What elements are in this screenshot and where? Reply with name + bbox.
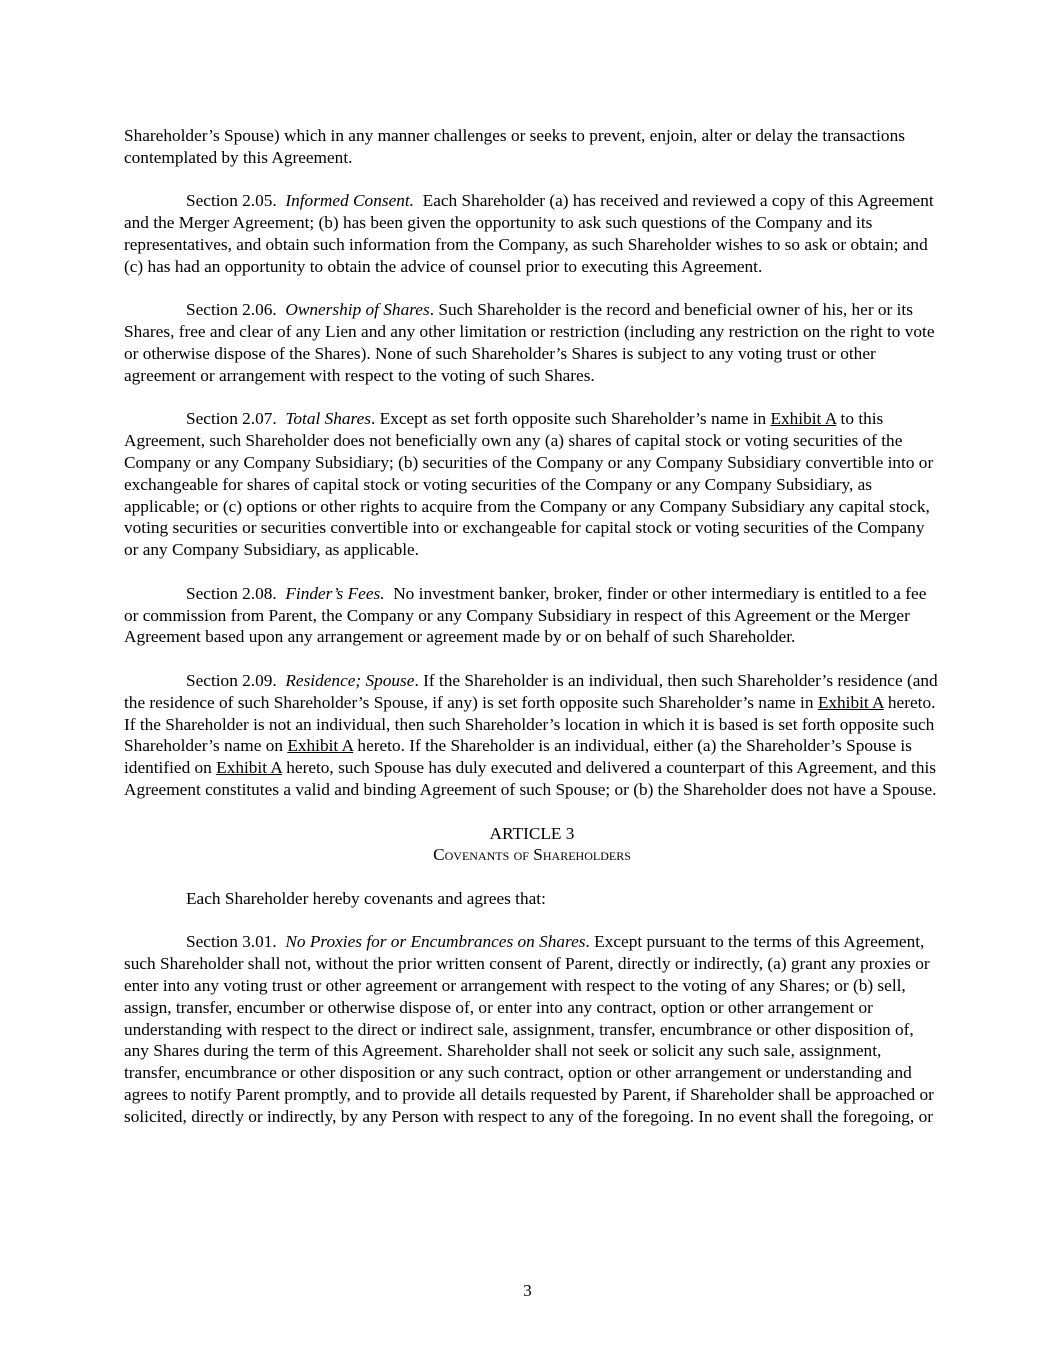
section-title: No Proxies for or Encumbrances on Shares — [285, 932, 586, 952]
exhibit-a-reference: Exhibit A — [817, 692, 884, 712]
section-body: No investment banker, broker, finder or other intermediary is entitled to a fee or commission from Parent, the Company or any Company Subsidiary in respect of this Agreement or the Merger Agreement based upon any arrangement or agreement made by or on behalf of such Shareholder. — [124, 583, 927, 647]
section-title: Ownership of Shares — [285, 300, 430, 320]
section-2-06 — [124, 299, 940, 386]
section-2-09 — [124, 670, 940, 801]
covenant-intro-text: Each Shareholder hereby covenants and agrees that: — [186, 888, 546, 908]
section-body: hereto, such Spouse has duly executed and delivered a counterpart of this Agreement, and this Agreement constitutes a valid and binding Agreement of such Spouse; or (b) the Shareholder does not have a Spouse. — [124, 758, 937, 799]
exhibit-a-reference: Exhibit A — [216, 758, 282, 778]
section-title: Residence; Spouse — [285, 670, 415, 690]
section-body: . Such Shareholder is the record and beneficial owner of his, her or its Shares, free and clear of any Lien and any other limitation or restriction (including any restriction on the right to vote or otherwise dispose of the Shares). None of such Shareholder’s Shares is subject to any voting trust or other agreement or arrangement with respect to the voting of such Shares. — [124, 300, 935, 385]
section-number: Section 2.06. — [186, 300, 277, 320]
section-2-07 — [124, 408, 940, 561]
document-page — [124, 125, 940, 1149]
section-number: Section 2.08. — [186, 583, 277, 603]
article-title: Covenants of Shareholders — [433, 845, 631, 865]
section-body: to this Agreement, such Shareholder does not beneficially own any (a) shares of capital stock or voting securities of the Company or any Company Subsidiary; (b) securities of the Company or any Company Subsidiary convertible into or exchangeable for shares of capital stock or voting securities of the Company or any Company Subsidiary, as applicable; or (c) options or other rights to acquire from the Company or any Company Subsidiary any capital stock, voting securities or securities convertible into or exchangeable for capital stock or voting securities of the Company or any Company Subsidiary, as applicable. — [124, 409, 934, 560]
section-3-01 — [124, 931, 940, 1127]
covenant-intro — [124, 888, 940, 910]
section-title: Finder’s Fees. — [285, 583, 385, 603]
section-body: . Except as set forth opposite such Shareholder’s name in — [371, 409, 771, 429]
section-title: Total Shares — [285, 409, 371, 429]
section-number: Section 2.09. — [186, 670, 277, 690]
exhibit-a-reference: Exhibit A — [770, 409, 837, 429]
section-2-08 — [124, 583, 940, 648]
section-number: Section 2.07. — [186, 409, 277, 429]
section-body: Each Shareholder (a) has received and reviewed a copy of this Agreement and the Merger Agreement; (b) has been given the opportunity to ask such questions of the Company and its representatives, and obtain such information from the Company, as such Shareholder wishes to so ask or obtain; and (c) has had an opportunity to obtain the advice of counsel prior to executing this Agreement. — [124, 191, 934, 276]
section-body: . If the Shareholder is an individual, then such Shareholder’s residence (and the residence of such Shareholder’s Spouse, if any) is set forth opposite such Shareholder’s name in — [124, 670, 938, 712]
continuation-paragraph — [124, 125, 940, 169]
section-body: . Except pursuant to the terms of this Agreement, such Shareholder shall not, without the prior written consent of Parent, directly or indirectly, (a) grant any proxies or enter into any voting trust or other agreement or arrangement with respect to the voting of any Shares; or (b) sell, assign, transfer, encumber or otherwise dispose of, or enter into any contract, option or other arrangement or understanding with respect to the direct or indirect sale, assignment, transfer, encumbrance or other disposition of, any Shares during the term of this Agreement. Shareholder shall not seek or solicit any such sale, assignment, transfer, encumbrance or other disposition or any such contract, option or other arrangement or understanding and agrees to notify Parent promptly, and to provide all details requested by Parent, if Shareholder shall be approached or solicited, directly or indirectly, by any Person with respect to any of the foregoing. In no event shall the foregoing, or — [124, 932, 934, 1126]
section-title: Informed Consent. — [285, 191, 414, 211]
section-number: Section 2.05. — [186, 191, 277, 211]
section-body: hereto. If the Shareholder is not an individual, then such Shareholder’s location in which it is based is set forth opposite such Shareholder’s name on — [124, 692, 936, 756]
article-heading — [124, 823, 940, 867]
section-2-05 — [124, 190, 940, 277]
page-number: 3 — [523, 1281, 532, 1300]
continuation-text: Shareholder’s Spouse) which in any manner challenges or seeks to prevent, enjoin, alter or delay the transactions contemplated by this Agreement. — [124, 126, 905, 167]
section-number: Section 3.01. — [186, 932, 277, 952]
section-body: hereto. If the Shareholder is an individual, either (a) the Shareholder’s Spouse is identified on — [124, 736, 912, 778]
exhibit-a-reference: Exhibit A — [287, 736, 354, 756]
article-number: ARTICLE 3 — [489, 823, 575, 843]
